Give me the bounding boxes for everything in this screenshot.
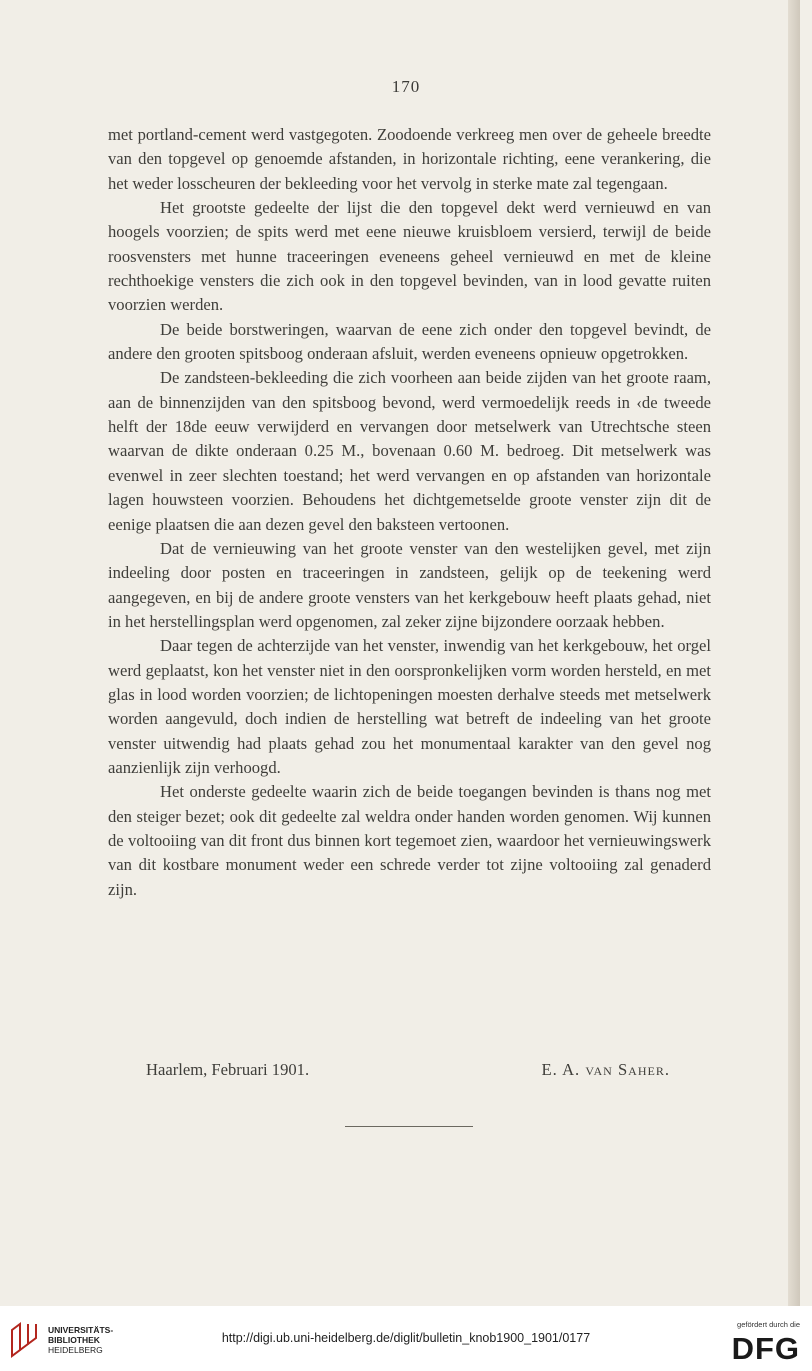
library-name-line2: BIBLIOTHEK xyxy=(48,1335,100,1345)
dfg-logo: DFG xyxy=(731,1331,800,1366)
paragraph: Daar tegen de achterzijde van het venster, inwendig van het kerkgebouw, het orgel werd geplaatst, kon het venster niet in den oorspronkelijken vorm worden hersteld, en met glas in lood worden voorzien; de lichtopeningen moesten derhalve steeds met metselwerk worden aangevuld, doch indien de herstelling wat betreft de indeeling van het groote venster uitwendig had plaats gehad zou het monumentaal karakter van den gevel nog aanzienlijk zijn verhoogd. xyxy=(108,636,711,777)
library-name-line3: HEIDELBERG xyxy=(48,1345,103,1355)
article-body xyxy=(108,123,711,902)
paragraph: Het grootste gedeelte der lijst die den topgevel dekt werd vernieuwd en van hoogels voorzien; de spits werd met eene nieuwe kruisbloem versierd, terwijl de beide roosvensters met hunne traceeringen eveneens geheel vernieuwd en met de kleine rechthoekige vensters die zich ook in den topgevel bevinden, van in lood gevatte ruiten voorzien werden. xyxy=(108,198,711,315)
footer-bar xyxy=(0,1306,812,1371)
paragraph: De zandsteen-bekleeding die zich voorheen aan beide zijden van het groote raam, aan de binnenzijden van den spitsboog bevond, werd vermoedelijk reeds in ‹de tweede helft der 18de eeuw verwijderd en vervangen door metselwerk van Utrechtsche steen waarvan de dikte onderaan 0.25 M., bovenaan 0.60 M. bedroeg. Dit metselwerk was evenwel in zeer slechten toestand; het werd vervangen en op afstanden van horizontale lagen houwsteen voorzien. Behoudens het dichtgemetselde groote venster zijn dit de eenige plaatsen die aan dezen gevel den baksteen vertoonen. xyxy=(108,368,711,534)
page-edge xyxy=(788,0,800,1306)
paragraph: Het onderste gedeelte waarin zich de beide toegangen bevinden is thans nog met den steiger bezet; ook dit gedeelte zal weldra onder handen worden genomen. Wij kunnen de voltooiing van dit front dus binnen kort tegemoet zien, waardoor het vernieuwingswerk van dit kostbare monument weder een schrede verder tot zijne voltooiing zal genaderd zijn. xyxy=(108,782,711,899)
page-number: 170 xyxy=(391,77,421,96)
paragraph: Dat de vernieuwing van het groote venster van den westelijken gevel, met zijn indeeling door posten en traceeringen in zandsteen, gelijk op de teekening werd aangegeven, en bij de andere groote vensters van het kerkgebouw heeft plaats gehad, niet in het herstellingsplan werd opgenomen, zal zeker zijne bijzondere oorzaak hebben. xyxy=(108,538,711,631)
library-name-line1: UNIVERSITÄTS- xyxy=(48,1325,114,1335)
paragraph: De beide borstweringen, waarvan de eene zich onder den topgevel bevindt, de andere den grooten spitsboog onderaan afsluit, werden eveneens opnieuw opgetrokken. xyxy=(108,319,711,364)
author-signature: E. A. van Saher. xyxy=(541,1060,670,1079)
source-url[interactable]: http://digi.ub.uni-heidelberg.de/diglit/bulletin_knob1900_1901/0177 xyxy=(221,1331,591,1345)
end-rule xyxy=(345,1126,473,1127)
place-date: Haarlem, Februari 1901. xyxy=(146,1060,310,1079)
sponsor-note: gefördert durch die xyxy=(737,1320,800,1329)
paragraph: met portland-cement werd vastgegoten. Zoodoende verkreeg men over de geheele breedte van den topgevel op genoemde afstanden, in horizontale richting, eene verankering, die het weder losscheuren der bekleeding voor het vervolg in sterke mate zal tegengaan. xyxy=(108,125,711,193)
